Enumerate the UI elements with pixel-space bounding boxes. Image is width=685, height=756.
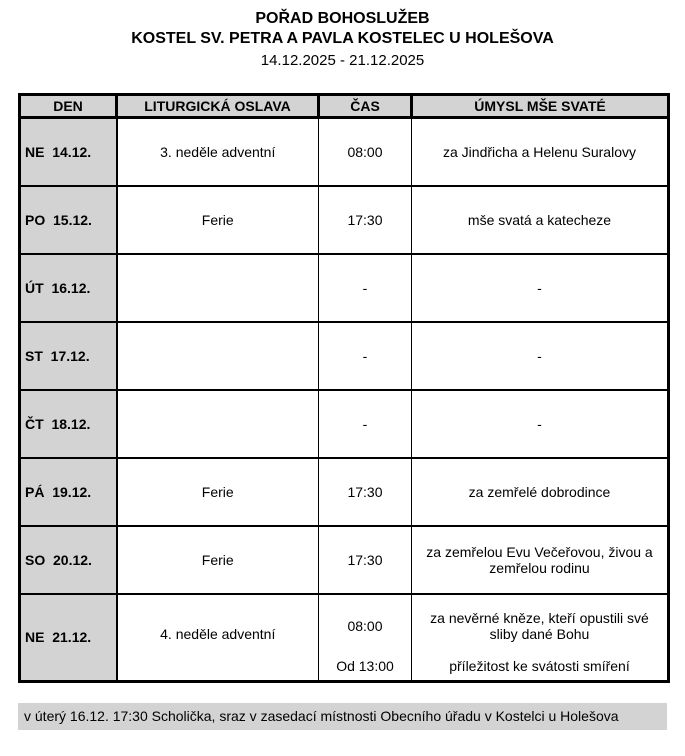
intention-cell: - [412, 322, 669, 390]
intention-cell: za zemřelé dobrodince [412, 458, 669, 526]
time-cell: - [319, 254, 412, 322]
header-block [0, 0, 685, 71]
table-row [20, 594, 669, 682]
column-header-den: DEN [20, 95, 117, 118]
intention-cell: - [412, 390, 669, 458]
table-row [20, 186, 669, 254]
day-cell: PÁ 19.12. [20, 458, 117, 526]
celebration-cell [117, 254, 319, 322]
intention-cell: mše svatá a katecheze [412, 186, 669, 254]
day-cell: NE 14.12. [20, 118, 117, 186]
intention-cell: za zemřelou Evu Večeřovou, živou a zemřelou rodinu [412, 526, 669, 594]
footer-note: v úterý 16.12. 17:30 Scholička, sraz v zasedací místnosti Obecního úřadu v Kostelci u Holešova [18, 703, 667, 730]
intention-cell: - [412, 254, 669, 322]
day-cell: SO 20.12. [20, 526, 117, 594]
time-cell [319, 594, 412, 682]
table-row [20, 118, 669, 186]
table-row [20, 254, 669, 322]
intention-cell [412, 594, 669, 682]
day-cell: ÚT 16.12. [20, 254, 117, 322]
celebration-cell: Ferie [117, 458, 319, 526]
date-range: 14.12.2025 - 21.12.2025 [260, 52, 425, 69]
time-cell: - [319, 390, 412, 458]
celebration-text: 4. neděle adventní [160, 626, 276, 642]
header-row [20, 95, 669, 118]
day-cell: ČT 18.12. [20, 390, 117, 458]
page-title: POŘAD BOHOSLUŽEB [255, 10, 430, 27]
table-row [20, 390, 669, 458]
schedule-table [18, 93, 670, 683]
intention-cell: za Jindřicha a Helenu Suralovy [412, 118, 669, 186]
celebration-cell: 3. neděle adventní [117, 118, 319, 186]
column-header-umysl: ÚMYSL MŠE SVATÉ [412, 95, 669, 118]
column-header-cas: ČAS [319, 95, 412, 118]
time-cell: 08:00 [319, 118, 412, 186]
table-row [20, 526, 669, 594]
time-secondary: Od 13:00 [336, 657, 394, 674]
page-subtitle: KOSTEL SV. PETRA A PAVLA KOSTELEC U HOLEŠOVA [131, 30, 554, 47]
celebration-cell [117, 594, 319, 682]
day-cell: PO 15.12. [20, 186, 117, 254]
table-row [20, 322, 669, 390]
time-primary: 08:00 [347, 618, 383, 634]
time-cell: 17:30 [319, 526, 412, 594]
time-cell: 17:30 [319, 458, 412, 526]
celebration-cell [117, 322, 319, 390]
celebration-cell: Ferie [117, 526, 319, 594]
intention-primary: za nevěrné kněze, kteří opustili své sliby dané Bohu [430, 610, 649, 642]
celebration-cell: Ferie [117, 186, 319, 254]
time-cell: - [319, 322, 412, 390]
day-cell: ST 17.12. [20, 322, 117, 390]
intention-secondary: příležitost ke svátosti smíření [449, 657, 630, 674]
table-row [20, 458, 669, 526]
day-cell: NE 21.12. [20, 594, 117, 682]
column-header-liturgicka-oslava: LITURGICKÁ OSLAVA [117, 95, 319, 118]
time-cell: 17:30 [319, 186, 412, 254]
celebration-cell [117, 390, 319, 458]
